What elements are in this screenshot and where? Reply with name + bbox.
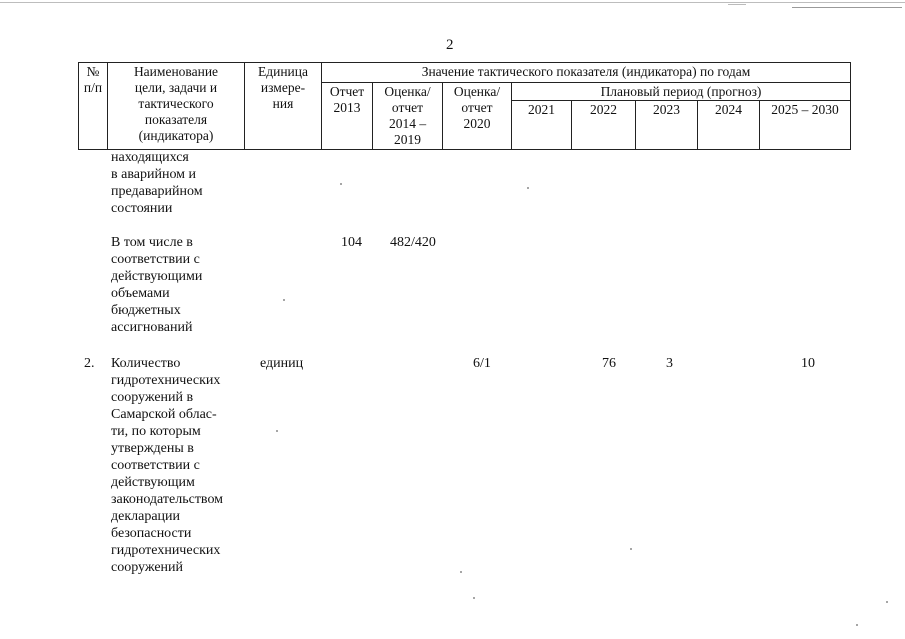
scan-speck bbox=[283, 299, 285, 301]
scan-speck bbox=[473, 597, 475, 599]
scan-speck bbox=[340, 183, 342, 185]
row-budget-report-2013: 104 bbox=[341, 235, 362, 250]
row-2-number: 2. bbox=[84, 356, 95, 371]
row-budget-name: В том числе в соответствии с действующими объемами бюджетных ассигнований bbox=[111, 235, 203, 335]
header-year-2025-2030: 2025 – 2030 bbox=[771, 102, 839, 117]
row-continuation-name: находящихся в аварийном и предаварийном состоянии bbox=[111, 150, 203, 216]
row-2-name: Количество гидротехнических сооружений в Самарской облас- ти, по которым утверждены в соответствии с действующим законодательством декларации безопасности гидротехнических сооружений bbox=[111, 356, 224, 575]
header-group-title: Значение тактического показателя (индикатора) по годам bbox=[322, 63, 851, 83]
row-2-unit: единиц bbox=[260, 356, 304, 371]
header-plan-period bbox=[512, 83, 851, 150]
header-year-2022: 2022 bbox=[572, 101, 636, 150]
header-cell-number: № п/п bbox=[79, 63, 108, 150]
scan-edge-mark bbox=[728, 4, 746, 5]
scan-speck bbox=[460, 571, 462, 573]
header-cell-estimate-2020: Оценка/ отчет 2020 bbox=[443, 83, 512, 150]
header-year-2023: 2023 bbox=[636, 101, 698, 150]
row-2-value-2025-2030: 10 bbox=[801, 356, 815, 371]
header-year-2024: 2024 bbox=[698, 101, 760, 150]
scan-speck bbox=[886, 601, 888, 603]
scan-edge-line bbox=[0, 2, 905, 3]
scan-speck bbox=[630, 548, 632, 550]
header-cell-estimate-2014-2019: Оценка/ отчет 2014 – 2019 bbox=[373, 83, 443, 150]
plan-period-title: Плановый период (прогноз) bbox=[512, 83, 850, 101]
header-cell-unit: Единица измере- ния bbox=[245, 63, 322, 150]
page-number: 2 bbox=[446, 37, 454, 53]
scan-speck bbox=[276, 430, 278, 432]
scan-speck bbox=[856, 624, 858, 626]
row-2-value-2022: 76 bbox=[602, 356, 616, 371]
row-2-estimate-2020: 6/1 bbox=[473, 356, 491, 371]
header-cell-report-2013: Отчет 2013 bbox=[322, 83, 373, 150]
scan-speck bbox=[527, 187, 529, 189]
header-cell-name: Наименование цели, задачи и тактического показателя (индикатора) bbox=[108, 63, 245, 150]
indicator-table-header bbox=[78, 62, 851, 150]
scan-edge-mark bbox=[792, 7, 902, 8]
header-year-2021: 2021 bbox=[512, 101, 572, 150]
row-budget-estimate-2014-2019: 482/420 bbox=[390, 235, 436, 250]
row-2-value-2023: 3 bbox=[666, 356, 673, 371]
